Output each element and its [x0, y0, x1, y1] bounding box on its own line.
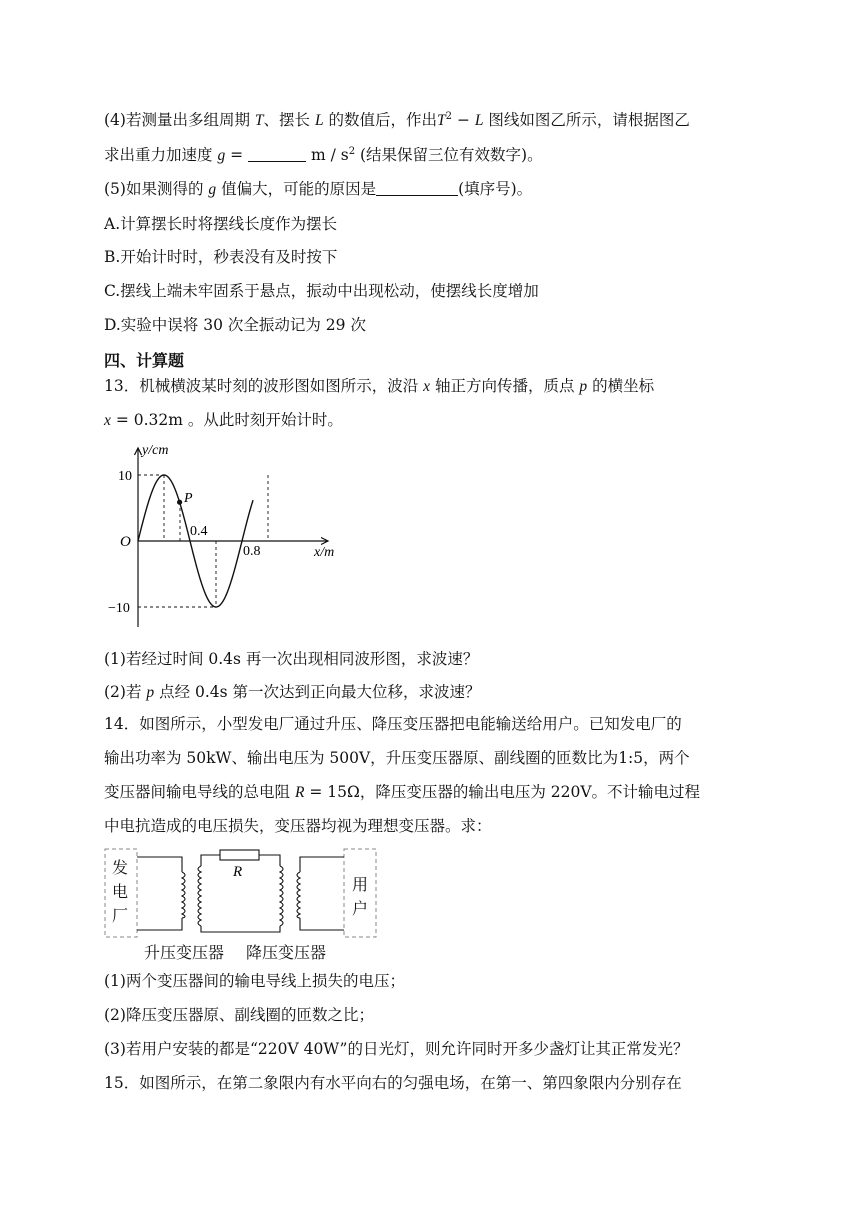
resistor-label: R [233, 864, 243, 880]
x-axis-label: x/m [314, 545, 335, 560]
step-down-primary-coil [280, 866, 283, 926]
q13-line2 [104, 409, 343, 432]
q12-part4-line2 [104, 141, 543, 167]
var-p: p [146, 684, 155, 701]
var-g: g [217, 147, 226, 165]
y-tick-10: 10 [118, 469, 132, 484]
q13-sub1: (1)若经过时间 0.4s 再一次出现相同波形图，求波速？ [104, 650, 479, 668]
text: (填序号)。 [458, 180, 533, 198]
char: 电 [111, 882, 128, 901]
var-p: p [579, 378, 588, 395]
step-down-label: 降压变压器 [246, 943, 327, 962]
wire-transmission-top [201, 855, 220, 866]
q13-sub2 [104, 681, 481, 704]
wave-graph [108, 442, 348, 632]
ratio: 1:5 [618, 749, 644, 767]
q14-sub3: (3)若用户安装的都是“220V 40W”的日光灯，则允许同时开多少盏灯让其正常发光？ [104, 1040, 689, 1058]
var-x: x [423, 378, 431, 395]
x-tick-0-4: 0.4 [190, 524, 208, 539]
option-b: B.开始计时时，秒表没有及时按下 [104, 248, 338, 266]
var-R: R [294, 784, 305, 801]
q15-line1: 15．如图所示，在第二象限内有水平向右的匀强电场，在第一、第四象限内分别存在 [104, 1074, 682, 1092]
text: 图线如图乙所示，请根据图乙 [483, 111, 690, 130]
q14-line2 [104, 747, 690, 769]
text: 、摆长 [263, 111, 315, 130]
text: 点经 0.4s 第一次达到正向最大位移，求波速？ [154, 683, 481, 701]
wire-source [137, 857, 182, 872]
text: ，两个 [643, 749, 690, 767]
superscript: 2 [445, 111, 453, 122]
x-tick-0-8: 0.8 [243, 544, 261, 559]
char: 发 [111, 858, 128, 877]
q12-part5 [104, 178, 532, 201]
transformer-circuit [104, 846, 384, 942]
text: 求出重力加速度 [104, 146, 218, 165]
q14-sub1: (1)两个变压器间的输电导线上损失的电压； [104, 972, 405, 990]
text: (5)如果测得的 [104, 180, 209, 198]
point-p-marker [177, 500, 182, 505]
var-L: L [314, 112, 324, 130]
q12-part4-line1 [104, 106, 690, 132]
y-tick-minus10: −10 [108, 601, 130, 616]
q13-line1 [104, 375, 654, 398]
q14-line1: 14．如图所示，小型发电厂通过升压、降压变压器把电能输送给用户。已知发电厂的 [104, 715, 682, 733]
text: 的数值后，作出 [323, 111, 438, 130]
option-d: D.实验中误将 30 次全振动记为 29 次 [104, 316, 366, 334]
answer-blank [376, 179, 458, 196]
wire-transmission-bottom [201, 926, 280, 932]
origin-label: O [120, 534, 131, 550]
wire-user-return [300, 918, 344, 930]
q14-line4: 中电抗造成的电压损失，变压器均视为理想变压器。求： [104, 817, 492, 835]
step-down-secondary-coil [297, 872, 300, 918]
step-up-secondary-coil [198, 866, 201, 926]
wire-source-return [137, 918, 182, 930]
var-T: T [254, 112, 264, 130]
text: (2)若 [104, 683, 147, 701]
char: 用 [351, 875, 368, 894]
text: (4)若测量出多组周期 [104, 111, 255, 130]
answer-blank [248, 145, 306, 162]
text: 的横坐标 [587, 377, 655, 395]
text: = 15Ω [304, 783, 360, 801]
var-g: g [208, 181, 217, 198]
option-c: C.摆线上端未牢固系于悬点，振动中出现松动，使摆线长度增加 [104, 282, 539, 300]
char: 厂 [111, 906, 128, 925]
section-title: 四、计算题 [104, 351, 185, 370]
step-up-primary-coil [182, 872, 185, 918]
text: 输出功率为 50kW、输出电压为 500V，升压变压器原、副线圈的匝数比为 [104, 749, 619, 767]
text: 值偏大，可能的原因是 [216, 180, 377, 198]
q14-line3 [104, 781, 700, 804]
text: (结果保留三位有效数字)。 [355, 146, 543, 165]
var-x: x [104, 412, 111, 429]
unit: m / s [306, 146, 349, 165]
text: 轴正方向传播，质点 [430, 377, 580, 395]
resistor [220, 850, 259, 860]
q14-sub2: (2)降压变压器原、副线圈的匝数之比； [104, 1006, 374, 1024]
var-L: L [474, 112, 484, 130]
y-axis-label: y/cm [142, 443, 169, 458]
var-T: T [437, 112, 446, 130]
text: 。从此时刻开始计时。 [182, 411, 343, 429]
wire-transmission-top-right [259, 855, 280, 866]
text: 13．机械横波某时刻的波形图如图所示，波沿 [104, 377, 424, 395]
point-p-label: P [184, 491, 193, 506]
text: ，降压变压器的输出电压为 220V。不计输电过程 [359, 783, 701, 801]
text: − [452, 111, 475, 130]
char: 户 [351, 899, 368, 918]
wire-user [300, 857, 344, 872]
text: = [225, 146, 249, 165]
power-plant-label [108, 856, 132, 928]
user-label [348, 873, 372, 921]
text: 变压器间输电导线的总电阻 [104, 783, 295, 801]
text: = 0.32m [110, 411, 183, 429]
superscript: 2 [348, 146, 356, 157]
option-a: A.计算摆长时将摆线长度作为摆长 [104, 215, 338, 233]
step-up-label: 升压变压器 [144, 943, 225, 962]
